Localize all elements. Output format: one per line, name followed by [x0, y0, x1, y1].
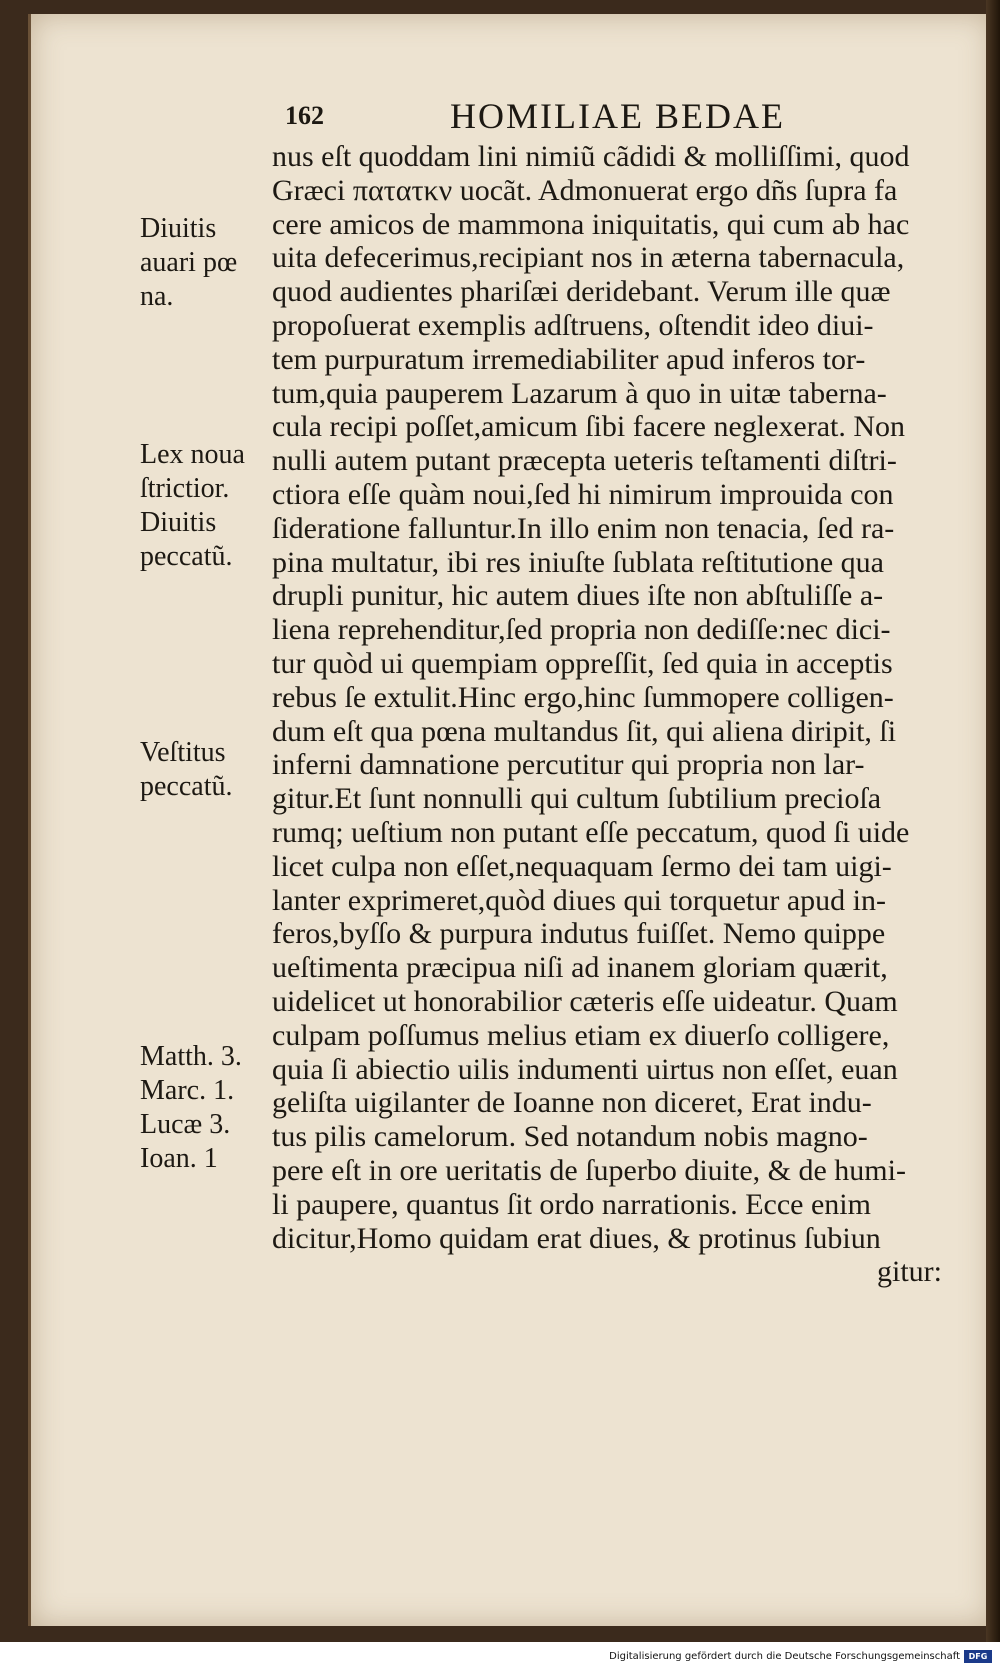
dfg-logo: DFG: [964, 1650, 992, 1663]
running-head: HOMILIAE BEDAE: [450, 96, 785, 136]
catchword: gitur:: [877, 1255, 942, 1289]
text-line: ſideratione falluntur.In illo enim non tenacia, ſed ra-: [272, 511, 895, 545]
text-line: li paupere, quantus ſit ordo narrationis. Ecce enim: [272, 1187, 871, 1221]
text-line: propoſuerat exemplis adſtruens, oſtendit ideo diui-: [272, 308, 874, 342]
text-line: pere eſt in ore ueritatis de ſuperbo diuite, & de humi-: [272, 1153, 906, 1187]
text-line: dicitur,Homo quidam erat diues, & protinus ſubiun: [272, 1221, 881, 1255]
text-line: rebus ſe extulit.Hinc ergo,hinc ſummopere colligen-: [272, 680, 894, 714]
text-line: dum eſt qua pœna multandus ſit, qui aliena diripit, ſi: [272, 714, 897, 748]
text-line: nulli autem putant præcepta ueteris teſtamenti diſtri-: [272, 444, 897, 478]
margin-note-line: na.: [140, 281, 174, 312]
text-line: ctiora eſſe quàm noui,ſed hi nimirum improuida con: [272, 477, 894, 511]
margin-note-line: ſtrictior.: [140, 473, 230, 504]
text-line: cula recipi poſſet,amicum ſibi facere neglexerat. Non: [272, 410, 906, 444]
margin-note-vestitus-peccatu: [140, 736, 270, 804]
margin-note-line: Marc. 1.: [140, 1075, 235, 1106]
text-line: quia ſi abiectio uilis indumenti uirtus non eſſet, euan: [272, 1052, 898, 1086]
margin-note-line: peccatũ.: [140, 541, 233, 572]
text-line: feros,byſſo & purpura indutus fuiſſet. Nemo quippe: [272, 917, 886, 951]
page-header: [245, 95, 945, 145]
text-line: liena reprehenditur,ſed propria non dediſſe:nec dici-: [272, 613, 891, 647]
text-line: Græci πατατκν uocãt. Admonuerat ergo dñs ſupra fa: [272, 173, 898, 207]
margin-note-line: Lucæ 3.: [140, 1109, 231, 1140]
margin-note-diuitis-peccatu: [140, 506, 270, 574]
text-line: licet culpa non eſſet,nequaquam ſermo dei tam uigi-: [272, 849, 892, 883]
digitization-credit: Digitalisierung gefördert durch die Deutsche Forschungsgemeinschaft: [609, 1651, 960, 1662]
margin-note-line: Diuitis: [140, 213, 217, 244]
body-text: [272, 140, 952, 1289]
text-line: uidelicet ut honorabilior cæteris eſſe uideatur. Quam: [272, 984, 898, 1018]
text-line: cere amicos de mammona iniquitatis, qui cum ab hac: [272, 207, 910, 241]
text-line: quod audientes phariſæi deridebant. Verum ille quæ: [272, 275, 891, 309]
margin-note-line: auari pœ: [140, 247, 238, 278]
margin-note-line: Veſtitus: [140, 737, 226, 768]
margin-note-line: Matth. 3.: [140, 1041, 242, 1072]
margin-note-line: peccatũ.: [140, 771, 233, 802]
margin-note-diuitis-auari: [140, 212, 270, 314]
text-line: nus eſt quoddam lini nimiũ cãdidi & molliſſimi, quod: [272, 140, 910, 173]
text-line: gitur.Et ſunt nonnulli qui cultum ſubtilium precioſa: [272, 782, 882, 816]
text-line: culpam poſſumus melius etiam ex diuerſo colligere,: [272, 1018, 890, 1052]
page-number: 162: [285, 101, 324, 130]
book-edge: [986, 0, 1000, 1642]
margin-note-line: Ioan. 1: [140, 1143, 218, 1174]
text-line: drupli punitur, hic autem diues iſte non abſtuliſſe a-: [272, 579, 884, 613]
text-line: rumq; ueſtium non putant eſſe peccatum, quod ſi uide: [272, 815, 910, 849]
text-line: tem purpuratum irremediabiliter apud inferos tor-: [272, 342, 866, 376]
text-line: inferni damnatione percutitur qui propria non lar-: [272, 748, 865, 782]
text-line: ueſtimenta præcipua niſi ad inanem gloriam quærit,: [272, 951, 888, 985]
text-line: pina multatur, ibi res iniuſte ſublata reſtitutione qua: [272, 545, 884, 579]
text-line: lanter exprimeret,quòd diues qui torquetur apud in-: [272, 883, 886, 917]
text-line: tum,quia pauperem Lazarum à quo in uitæ taberna-: [272, 376, 887, 410]
text-line: uita defecerimus,recipiant nos in æterna tabernacula,: [272, 241, 905, 275]
text-line: geliſta uigilanter de Ioanne non diceret, Erat indu-: [272, 1086, 872, 1120]
text-line: tur quòd ui quempiam oppreſſit, ſed quia in acceptis: [272, 646, 893, 680]
margin-note-line: Diuitis: [140, 507, 217, 538]
margin-note-line: Lex noua: [140, 439, 245, 470]
text-line: tus pilis camelorum. Sed notandum nobis magno-: [272, 1120, 868, 1154]
margin-note-lex-noua: [140, 438, 270, 506]
margin-note-references: [140, 1040, 270, 1176]
